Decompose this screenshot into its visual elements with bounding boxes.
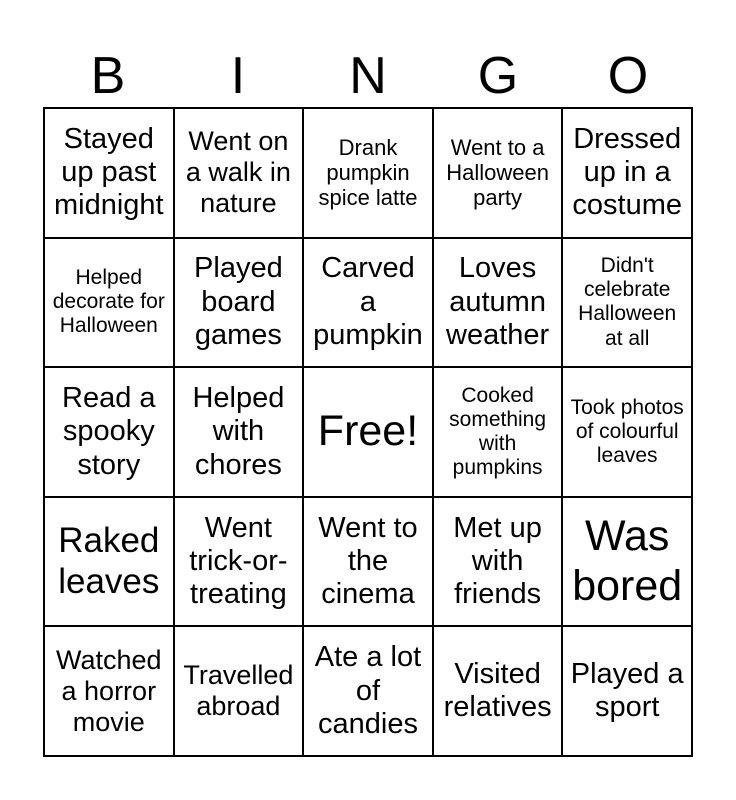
bingo-cell[interactable] bbox=[44, 238, 174, 368]
cell-label: Was bored bbox=[572, 512, 683, 610]
bingo-cell[interactable] bbox=[303, 497, 433, 627]
bingo-cell[interactable] bbox=[44, 108, 174, 238]
cell-label: Played a sport bbox=[570, 657, 684, 724]
cell-label: Raked leaves bbox=[58, 521, 160, 601]
bingo-cell[interactable] bbox=[174, 238, 304, 368]
bingo-cell[interactable] bbox=[44, 626, 174, 756]
cell-label: Went to the cinema bbox=[318, 511, 418, 611]
bingo-cell[interactable] bbox=[174, 108, 304, 238]
cell-label: Took photos of colourful leaves bbox=[570, 395, 684, 468]
bingo-header bbox=[43, 44, 693, 108]
cell-label: Met up with friends bbox=[453, 511, 542, 611]
bingo-cell[interactable] bbox=[433, 626, 563, 756]
bingo-cell[interactable] bbox=[562, 238, 692, 368]
header-letter-n: N bbox=[349, 47, 387, 105]
cell-label: Played board games bbox=[194, 252, 283, 352]
bingo-cell[interactable] bbox=[433, 108, 563, 238]
cell-label: Helped with chores bbox=[192, 381, 285, 481]
cell-label: Went on a walk in nature bbox=[185, 126, 291, 219]
header-letter-b: B bbox=[90, 47, 126, 105]
cell-label: Read a spooky story bbox=[62, 381, 156, 481]
bingo-cell[interactable] bbox=[562, 367, 692, 497]
cell-label: Free! bbox=[317, 407, 419, 456]
cell-label: Went trick-or-treating bbox=[189, 511, 288, 611]
cell-label: Went to a Halloween party bbox=[446, 134, 549, 211]
bingo-cell[interactable] bbox=[303, 238, 433, 368]
cell-label: Didn't celebrate Halloween at all bbox=[578, 254, 677, 350]
bingo-cell[interactable] bbox=[44, 367, 174, 497]
cell-label: Travelled abroad bbox=[183, 660, 294, 722]
bingo-cell[interactable] bbox=[562, 626, 692, 756]
bingo-cell[interactable] bbox=[562, 497, 692, 627]
cell-label: Drank pumpkin spice latte bbox=[318, 134, 418, 211]
cell-label: Helped decorate for Halloween bbox=[52, 266, 165, 338]
free-space-cell[interactable] bbox=[303, 367, 433, 497]
bingo-cell[interactable] bbox=[562, 108, 692, 238]
header-letter-g: G bbox=[477, 47, 519, 105]
bingo-cell[interactable] bbox=[303, 108, 433, 238]
bingo-board bbox=[43, 107, 693, 757]
cell-label: Loves autumn weather bbox=[446, 252, 550, 352]
bingo-cell[interactable] bbox=[303, 626, 433, 756]
bingo-cell[interactable] bbox=[174, 626, 304, 756]
bingo-cell[interactable] bbox=[174, 367, 304, 497]
bingo-cell[interactable] bbox=[44, 497, 174, 627]
header-letter-i: I bbox=[230, 47, 246, 105]
cell-label: Cooked something with pumpkins bbox=[449, 383, 547, 480]
bingo-cell[interactable] bbox=[174, 497, 304, 627]
cell-label: Visited relatives bbox=[443, 657, 552, 724]
bingo-cell[interactable] bbox=[433, 497, 563, 627]
cell-label: Watched a horror movie bbox=[56, 644, 162, 737]
header-letter-o: O bbox=[607, 47, 649, 105]
cell-label: Ate a lot of candies bbox=[314, 641, 422, 740]
cell-label: Stayed up past midnight bbox=[53, 122, 164, 222]
cell-label: Carved a pumpkin bbox=[313, 252, 423, 352]
cell-label: Dressed up in a costume bbox=[572, 122, 682, 222]
bingo-cell[interactable] bbox=[433, 238, 563, 368]
bingo-cell[interactable] bbox=[433, 367, 563, 497]
